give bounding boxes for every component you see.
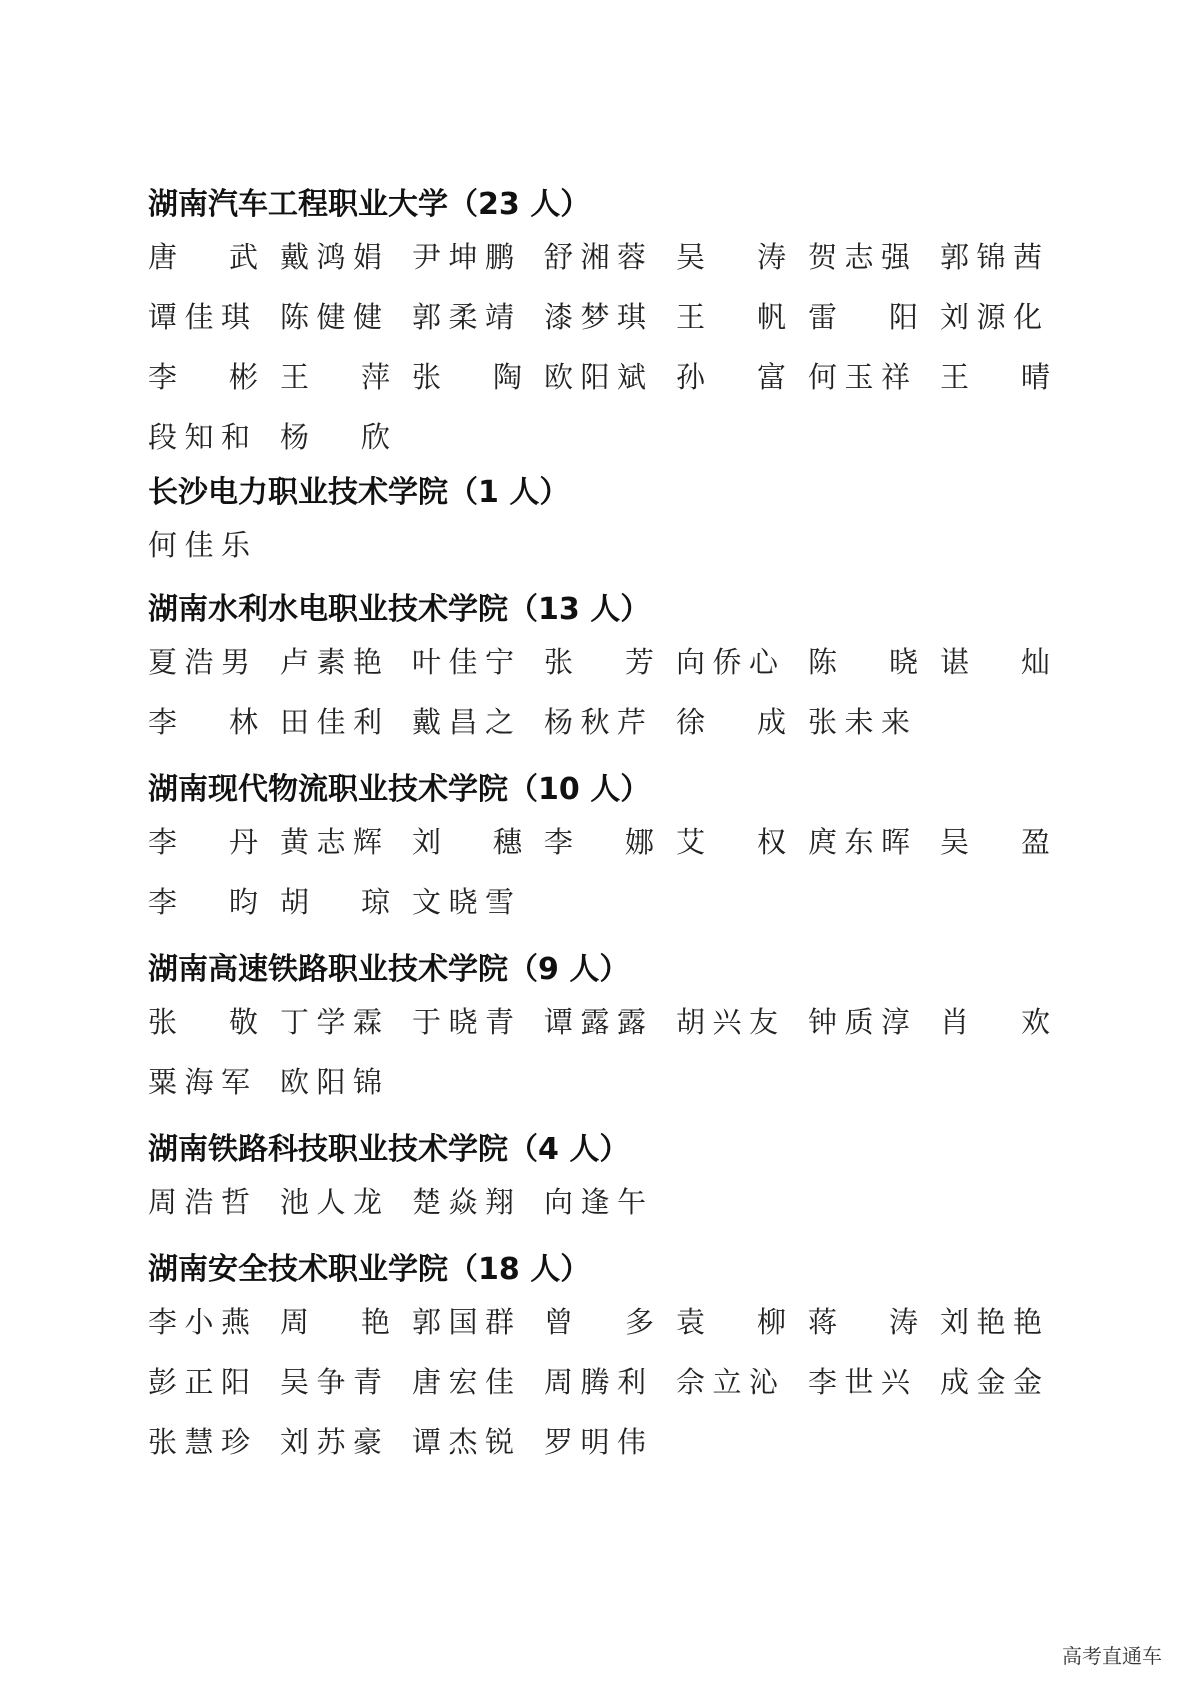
name-list [148,814,1048,934]
person-name: 谭 露 露 [544,1005,646,1039]
school-heading: 湖南安全技术职业学院（18 人） [148,1252,591,1287]
school-section [148,1250,1048,1474]
school-heading: 湖南铁路科技职业技术学院（4 人） [148,1132,630,1167]
person-name: 陈 晓 [808,645,918,679]
school-heading: 湖南高速铁路职业技术学院（9 人） [148,952,630,987]
school-section [148,185,1048,469]
person-name: 王 萍 [280,360,390,394]
school-heading: 长沙电力职业技术学院（1 人） [148,475,570,510]
person-name: 罗 明 伟 [544,1425,646,1459]
name-list [148,994,1048,1114]
person-name: 胡 兴 友 [676,1005,778,1039]
person-name: 卢 素 艳 [280,645,382,679]
name-list [148,1174,1048,1234]
person-name: 徐 成 [676,705,786,739]
person-name: 田 佳 利 [280,705,382,739]
person-name: 吴 盈 [940,825,1050,859]
person-name: 艾 权 [676,825,786,859]
person-name: 张 陶 [412,360,522,394]
person-name: 唐 武 [148,240,258,274]
person-name: 庹 东 晖 [808,825,910,859]
name-row [148,994,1048,1054]
person-name: 谭 杰 锐 [412,1425,514,1459]
name-row [148,814,1048,874]
person-name: 吴 争 青 [280,1365,382,1399]
person-name: 张 慧 珍 [148,1425,250,1459]
name-row [148,874,1048,934]
school-section [148,770,1048,934]
name-list [148,634,1048,754]
school-heading: 湖南汽车工程职业大学（23 人） [148,187,591,222]
person-name: 王 晴 [940,360,1050,394]
person-name: 向 逢 午 [544,1185,646,1219]
person-name: 漆 梦 琪 [544,300,646,334]
school-section [148,590,1048,754]
person-name: 黄 志 辉 [280,825,382,859]
person-name: 粟 海 军 [148,1065,250,1099]
person-name: 夏 浩 男 [148,645,250,679]
person-name: 张 敬 [148,1005,258,1039]
school-heading: 湖南水利水电职业技术学院（13 人） [148,592,651,627]
person-name: 钟 质 淳 [808,1005,910,1039]
person-name: 欧 阳 锦 [280,1065,382,1099]
person-name: 李 娜 [544,825,654,859]
person-name: 胡 琼 [280,885,390,919]
person-name: 袁 柳 [676,1305,786,1339]
person-name: 李 彬 [148,360,258,394]
name-row [148,1414,1048,1474]
person-name: 文 晓 雪 [412,885,514,919]
name-list [148,517,1048,577]
name-row [148,694,1048,754]
name-row [148,1054,1048,1114]
person-name: 于 晓 青 [412,1005,514,1039]
person-name: 尹 坤 鹏 [412,240,514,274]
person-name: 戴 鸿 娟 [280,240,382,274]
person-name: 陈 健 健 [280,300,382,334]
name-list [148,229,1048,469]
person-name: 成 金 金 [940,1365,1042,1399]
person-name: 吴 涛 [676,240,786,274]
school-section [148,1130,1048,1234]
person-name: 雷 阳 [808,300,918,334]
person-name: 刘 苏 豪 [280,1425,382,1459]
person-name: 张 未 来 [808,705,910,739]
person-name: 向 侨 心 [676,645,778,679]
person-name: 李 世 兴 [808,1365,910,1399]
person-name: 谌 灿 [940,645,1050,679]
name-row [148,634,1048,694]
person-name: 杨 秋 芹 [544,705,646,739]
person-name: 孙 富 [676,360,786,394]
person-name: 李 丹 [148,825,258,859]
person-name: 楚 焱 翔 [412,1185,514,1219]
school-section [148,950,1048,1114]
person-name: 刘 艳 艳 [940,1305,1042,1339]
person-name: 丁 学 霖 [280,1005,382,1039]
person-name: 谭 佳 琪 [148,300,250,334]
person-name: 周 艳 [280,1305,390,1339]
school-section [148,473,1048,577]
name-row [148,517,1048,577]
name-row [148,1294,1048,1354]
person-name: 王 帆 [676,300,786,334]
person-name: 池 人 龙 [280,1185,382,1219]
person-name: 舒 湘 蓉 [544,240,646,274]
person-name: 唐 宏 佳 [412,1365,514,1399]
person-name: 郭 国 群 [412,1305,514,1339]
person-name: 刘 穗 [412,825,522,859]
person-name: 贺 志 强 [808,240,910,274]
person-name: 曾 多 [544,1305,654,1339]
name-row [148,409,1048,469]
person-name: 李 昀 [148,885,258,919]
person-name: 欧 阳 斌 [544,360,646,394]
person-name: 彭 正 阳 [148,1365,250,1399]
person-name: 蒋 涛 [808,1305,918,1339]
person-name: 叶 佳 宁 [412,645,514,679]
person-name: 李 林 [148,705,258,739]
name-row [148,1174,1048,1234]
person-name: 段 知 和 [148,420,250,454]
person-name: 何 玉 祥 [808,360,910,394]
person-name: 张 芳 [544,645,654,679]
person-name: 佘 立 沁 [676,1365,778,1399]
name-row [148,1354,1048,1414]
person-name: 杨 欣 [280,420,390,454]
name-row [148,229,1048,289]
school-heading: 湖南现代物流职业技术学院（10 人） [148,772,651,807]
person-name: 戴 昌 之 [412,705,514,739]
person-name: 郭 柔 靖 [412,300,514,334]
watermark: 高考直通车 [1056,1638,1168,1671]
name-row [148,349,1048,409]
person-name: 周 腾 利 [544,1365,646,1399]
person-name: 肖 欢 [940,1005,1050,1039]
person-name: 刘 源 化 [940,300,1042,334]
person-name: 何 佳 乐 [148,528,250,562]
name-row [148,289,1048,349]
person-name: 周 浩 哲 [148,1185,250,1219]
person-name: 李 小 燕 [148,1305,250,1339]
name-list [148,1294,1048,1474]
person-name: 郭 锦 茜 [940,240,1042,274]
